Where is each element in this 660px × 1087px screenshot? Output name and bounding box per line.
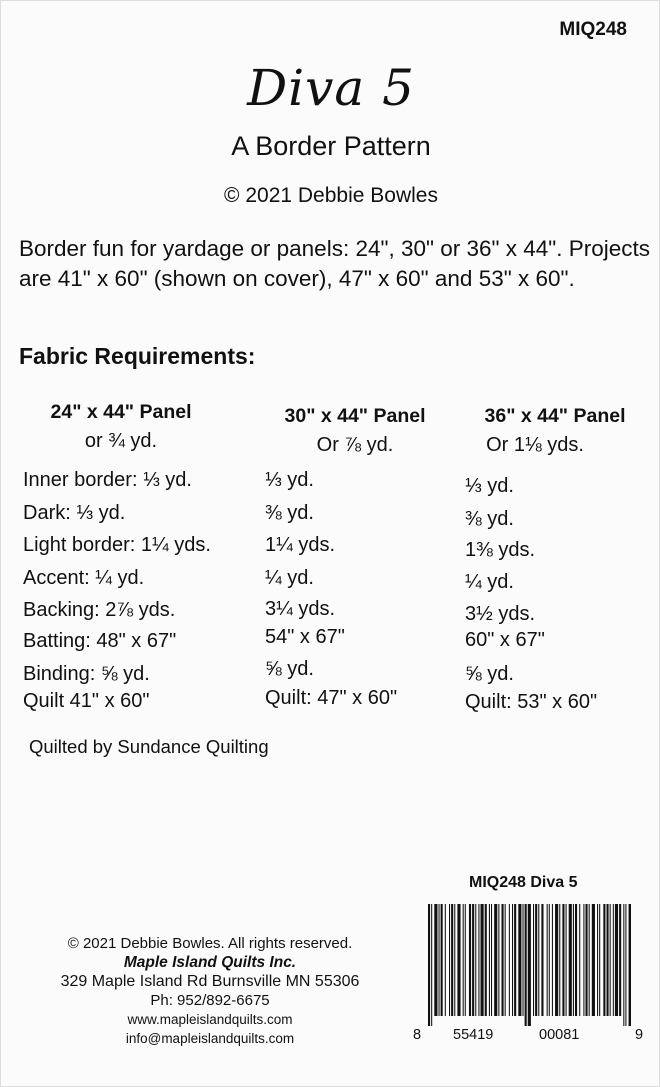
barcode-bar [431,904,432,1026]
company-address: 329 Maple Island Rd Burnsville MN 55306 [60,973,360,990]
requirements-column-24 [23,401,253,721]
barcode-bar [538,904,539,1016]
barcode-bar [549,904,550,1016]
barcode-bar [428,904,430,1026]
requirement-row: 60" x 67" [465,629,545,651]
quilted-by-credit: Quilted by Sundance Quilting [29,736,269,757]
barcode-bar [613,904,614,1016]
requirement-row: Accent: ¼ yd. [23,567,145,589]
barcode-bar [445,904,446,1016]
requirement-row: ¼ yd. [265,567,314,589]
barcode-bar [533,904,534,1016]
barcode-bar [454,904,455,1016]
requirement-row: ⅝ yd. [465,663,514,685]
barcode-bar [619,904,621,1016]
barcode-bar [579,904,580,1016]
barcode-bar [575,904,577,1016]
requirement-row: Dark: ⅓ yd. [23,502,126,524]
barcode-bar [518,904,521,1016]
barcode-bar [592,904,595,1016]
barcode-bar [603,904,605,1016]
requirement-row: ⅓ yd. [465,475,514,497]
barcode-digit-last: 9 [635,1027,644,1043]
barcode-bar [512,904,513,1016]
publisher-footer [25,934,395,1048]
barcode-bar [463,904,464,1016]
requirements-column-36 [465,405,655,725]
barcode-bar [509,904,510,1016]
barcode-bar [472,904,474,1016]
barcode-bar [489,904,490,1016]
barcode-image [426,904,631,1026]
requirement-row: Light border: 1¼ yds. [23,534,211,556]
column-amount: or ¾ yd. [84,430,158,452]
barcode-bar [465,904,466,1016]
column-amount: Or ⅞ yd. [316,434,394,456]
barcode-bar [505,904,506,1016]
pattern-title: Diva 5 [247,59,415,117]
company-website: www.mapleislandquilts.com [127,1012,293,1027]
barcode-bar [615,904,618,1016]
barcode-label: MIQ248 Diva 5 [469,874,578,891]
intro-text: Border fun for yardage or panels: 24", 30" or 36" x 44". Projects are 41" x 60" (shown on cover), 47" x 60" and 53" x 60". [19,236,651,291]
barcode-bar [541,904,543,1016]
barcode-bar [528,904,531,1026]
requirement-row: Binding: ⅝ yd. [23,663,150,685]
barcode-bar [434,904,437,1016]
barcode-bar [589,904,590,1016]
barcode-bar [629,904,631,1026]
barcode-digit-group-left: 55419 [453,1027,494,1043]
barcode-bar [559,904,560,1016]
requirement-row: Quilt: 53" x 60" [465,691,598,713]
requirement-row: ⅝ yd. [265,658,314,680]
company-email: info@mapleislandquilts.com [125,1031,295,1046]
barcode-bar [573,904,574,1016]
barcode-bar [491,904,492,1016]
barcode-bar [562,904,564,1016]
requirement-row: 1¼ yds. [265,534,336,556]
requirements-column-30 [265,405,455,725]
barcode-bar [469,904,471,1016]
barcode-bar [597,904,598,1016]
barcode-bar [439,904,440,1016]
barcode-bar [514,904,516,1016]
requirement-row: Backing: 2⅞ yds. [23,599,176,621]
column-amount: Or 1⅛ yds. [486,434,584,456]
barcode-bar [583,904,584,1016]
barcode-bar [478,904,479,1016]
barcode-bar [523,904,524,1016]
column-header: 36" x 44" Panel [484,405,626,427]
fabric-requirements-heading: Fabric Requirements: [19,343,256,369]
requirement-row: 3¼ yds. [265,598,336,620]
requirement-row: Quilt 41" x 60" [23,690,150,712]
requirement-row: Quilt: 47" x 60" [265,687,398,709]
barcode-bar [485,904,487,1016]
barcode-bar [623,904,624,1026]
barcode-bar [555,904,558,1016]
requirement-row: ⅓ yd. [265,469,314,491]
requirement-row: 3½ yds. [465,603,536,625]
requirement-row: Inner border: ⅓ yd. [23,469,192,491]
barcode-bar [481,904,484,1016]
requirement-row: ⅜ yd. [465,508,514,530]
pattern-subtitle: A Border Pattern [231,131,431,161]
company-phone: Ph: 952/892-6675 [150,992,270,1009]
barcode-bar [457,904,460,1016]
requirement-row: ¼ yd. [465,571,514,593]
copyright-line: © 2021 Debbie Bowles [224,184,438,207]
barcode-bar [535,904,537,1016]
barcode-bar [552,904,553,1016]
rights-line: © 2021 Debbie Bowles. All rights reserved. [67,935,353,952]
barcode-bar [498,904,499,1016]
barcode-bar [494,904,497,1016]
column-header: 24" x 44" Panel [50,401,192,423]
barcode-bar [599,904,600,1016]
barcode-bar [547,904,548,1016]
barcode-bar [607,904,609,1016]
requirement-row: 54" x 67" [265,626,345,648]
barcode-bar [451,904,453,1016]
column-header: 30" x 44" Panel [284,405,426,427]
barcode-bar [475,904,476,1016]
barcode-bar [502,904,504,1016]
requirement-row: 1⅜ yds. [465,539,536,561]
company-name: Maple Island Quilts Inc. [123,954,297,971]
barcode-bar [610,904,611,1016]
barcode-bar [569,904,572,1016]
barcode-digit-group-right: 00081 [539,1027,580,1043]
requirement-row: ⅜ yd. [265,502,314,524]
barcode-bar [441,904,443,1016]
barcode-bar [566,904,567,1016]
sku-label: MIQ248 [559,19,627,40]
barcode-bar [586,904,588,1016]
barcode-bar [625,904,626,1026]
barcode-bar [449,904,450,1016]
requirement-row: Batting: 48" x 67" [23,630,177,652]
barcode-digit-first: 8 [413,1027,422,1043]
barcode-bar [525,904,527,1026]
